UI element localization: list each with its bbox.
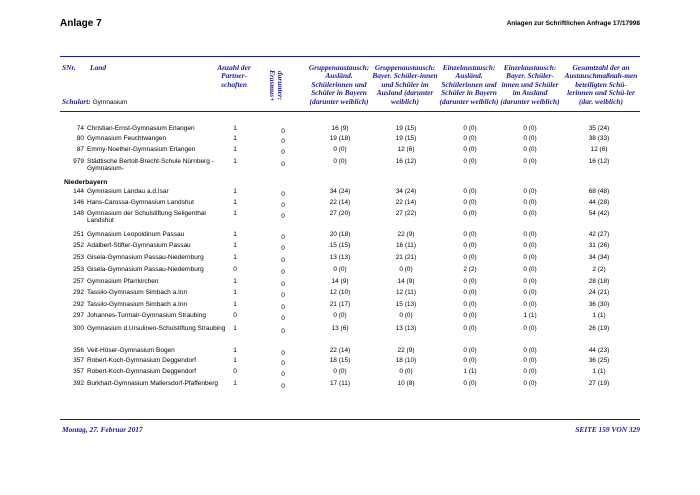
cell-individual-bavarian: 0 (0) <box>523 125 537 132</box>
cell-erasmus: 0 <box>281 191 285 198</box>
col-individual-foreign-header: Einzelaustausch: Ausländ. Schülerinnen und Schüler in Bayern (darunter weiblich) <box>439 63 499 106</box>
cell-school-name: Robert-Koch-Gymnasium Deggendorf <box>87 357 197 364</box>
col-total-header: Gesamtzahl der an Austauschmaßnah-men beteiligten Schü-lerinnen und Schü-ler (dar. weiblich) <box>564 63 638 106</box>
cell-group-foreign: 0 (0) <box>333 146 347 153</box>
col-erasmus-header: darunter: Erasmus+ <box>268 70 285 102</box>
cell-group-bavarian: 18 (10) <box>395 357 417 364</box>
cell-school-name: Robert-Koch-Gymnasium Deggendorf <box>87 368 197 375</box>
col-group-bavarian-header: Gruppenaustausch: Bayer. Schüler-innen und Schüler im Ausland (darunter weiblich) <box>372 63 438 106</box>
cell-school-number: 252 <box>73 242 84 249</box>
cell-erasmus: 0 <box>281 234 285 241</box>
cell-erasmus: 0 <box>281 360 285 367</box>
cell-group-foreign: 21 (17) <box>329 301 351 308</box>
cell-erasmus: 0 <box>281 138 285 145</box>
cell-school-name: Christian-Ernst-Gymnasium Erlangen <box>87 125 195 132</box>
cell-partnerships: 1 <box>233 135 237 142</box>
annex-label: Anlage 7 <box>60 18 102 29</box>
cell-group-foreign: 0 (0) <box>333 368 347 375</box>
col-partner-header: Anzahl der Partner-schaften <box>217 63 251 89</box>
cell-individual-foreign: 0 (0) <box>463 135 477 142</box>
cell-partnerships: 1 <box>233 210 237 217</box>
cell-group-bavarian: 27 (22) <box>395 210 417 217</box>
cell-individual-bavarian: 0 (0) <box>523 301 537 308</box>
cell-erasmus: 0 <box>281 328 285 335</box>
cell-school-number: 300 <box>73 325 84 332</box>
cell-erasmus: 0 <box>281 161 285 168</box>
cell-partnerships: 1 <box>233 125 237 132</box>
cell-school-number: 80 <box>76 135 84 142</box>
cell-partnerships: 1 <box>233 158 237 165</box>
cell-group-foreign: 0 (0) <box>333 312 347 319</box>
cell-individual-bavarian: 1 (1) <box>523 312 537 319</box>
cell-individual-foreign: 0 (0) <box>463 188 477 195</box>
cell-school-number: 357 <box>73 357 84 364</box>
cell-partnerships: 1 <box>233 242 237 249</box>
cell-group-bavarian: 22 (9) <box>397 347 415 354</box>
cell-partnerships: 1 <box>233 199 237 206</box>
cell-individual-bavarian: 0 (0) <box>523 325 537 332</box>
cell-school-number: 87 <box>76 146 84 153</box>
cell-total: 12 (6) <box>590 146 608 153</box>
cell-group-bavarian: 34 (24) <box>395 188 417 195</box>
cell-total: 1 (1) <box>592 368 606 375</box>
cell-group-foreign: 19 (18) <box>329 135 351 142</box>
cell-partnerships: 1 <box>233 380 237 387</box>
cell-group-bavarian: 0 (0) <box>399 312 413 319</box>
cell-individual-foreign: 1 (1) <box>463 368 477 375</box>
cell-school-number: 253 <box>73 254 84 261</box>
cell-school-name: Gisela-Gymnasium Passau-Niedernburg <box>87 254 204 261</box>
cell-school-name: Städtische Bertolt-Brecht-Schule Nürnberg - Gymnasium- <box>87 158 214 173</box>
cell-individual-bavarian: 0 (0) <box>523 357 537 364</box>
cell-group-bavarian: 12 (11) <box>395 289 417 296</box>
cell-individual-foreign: 0 (0) <box>463 125 477 132</box>
cell-school-name: Gymnasium der Schulstiftung Seligenthal Landshut <box>87 210 206 225</box>
cell-individual-bavarian: 0 (0) <box>523 254 537 261</box>
cell-school-name: Emmy-Noether-Gymnasium Erlangen <box>87 146 196 153</box>
cell-erasmus: 0 <box>281 315 285 322</box>
cell-individual-foreign: 2 (2) <box>463 266 477 273</box>
cell-erasmus: 0 <box>281 269 285 276</box>
cell-school-name: Tassilo-Gymnasium Simbach a.Inn <box>87 289 188 296</box>
cell-individual-foreign: 0 (0) <box>463 301 477 308</box>
cell-school-name: Gymnasium Landau a.d.Isar <box>87 188 169 195</box>
cell-school-name: Gisela-Gymnasium Passau-Niedernburg <box>87 266 204 273</box>
cell-total: 16 (12) <box>588 158 610 165</box>
cell-total: 34 (34) <box>588 254 610 261</box>
cell-individual-bavarian: 0 (0) <box>523 242 537 249</box>
cell-erasmus: 0 <box>281 383 285 390</box>
cell-partnerships: 1 <box>233 278 237 285</box>
cell-group-bavarian: 12 (6) <box>397 146 415 153</box>
cell-school-number: 148 <box>73 210 84 217</box>
cell-total: 42 (27) <box>588 231 610 238</box>
cell-group-bavarian: 16 (11) <box>395 242 417 249</box>
cell-school-name: Tassilo-Gymnasium Simbach a.Inn <box>87 301 188 308</box>
cell-individual-bavarian: 0 (0) <box>523 289 537 296</box>
cell-total: 36 (30) <box>588 301 610 308</box>
cell-individual-foreign: 0 (0) <box>463 242 477 249</box>
cell-individual-foreign: 0 (0) <box>463 254 477 261</box>
cell-individual-bavarian: 0 (0) <box>523 368 537 375</box>
cell-group-foreign: 22 (14) <box>329 347 351 354</box>
cell-group-foreign: 20 (18) <box>329 231 351 238</box>
cell-total: 31 (26) <box>588 242 610 249</box>
footer-rule <box>60 419 640 420</box>
cell-individual-bavarian: 0 (0) <box>523 210 537 217</box>
cell-total: 35 (24) <box>588 125 610 132</box>
cell-total: 44 (28) <box>588 199 610 206</box>
region-heading: Niederbayern <box>64 179 108 186</box>
footer-date: Montag, 27. Februar 2017 <box>62 425 143 434</box>
cell-individual-foreign: 0 (0) <box>463 158 477 165</box>
cell-group-foreign: 13 (13) <box>329 254 351 261</box>
cell-partnerships: 1 <box>233 301 237 308</box>
cell-individual-foreign: 0 (0) <box>463 312 477 319</box>
cell-total: 26 (19) <box>588 325 610 332</box>
footer-page-number: SEITE 159 VON 329 <box>575 425 640 434</box>
cell-individual-foreign: 0 (0) <box>463 210 477 217</box>
cell-school-number: 292 <box>73 289 84 296</box>
cell-individual-bavarian: 0 (0) <box>523 380 537 387</box>
cell-school-number: 257 <box>73 278 84 285</box>
cell-total: 1 (1) <box>592 312 606 319</box>
document-reference: Anlagen zur Schriftlichen Anfrage 17/17998 <box>506 20 640 27</box>
cell-group-bavarian: 14 (9) <box>397 278 415 285</box>
cell-group-bavarian: 13 (13) <box>395 325 417 332</box>
cell-group-foreign: 0 (0) <box>333 266 347 273</box>
col-individual-bavarian-header: Einzelaustausch: Bayer. Schüler-innen und Schüler im Ausland (darunter weiblich) <box>500 63 560 106</box>
cell-group-bavarian: 21 (21) <box>395 254 417 261</box>
cell-individual-bavarian: 0 (0) <box>523 266 537 273</box>
cell-school-name: Gymnasium Feuchtwangen <box>87 135 167 142</box>
header-top-rule <box>60 56 640 57</box>
cell-total: 2 (2) <box>592 266 606 273</box>
cell-group-foreign: 22 (14) <box>329 199 351 206</box>
cell-erasmus: 0 <box>281 350 285 357</box>
cell-individual-bavarian: 0 (0) <box>523 158 537 165</box>
cell-total: 24 (21) <box>588 289 610 296</box>
cell-individual-bavarian: 0 (0) <box>523 347 537 354</box>
cell-group-foreign: 16 (9) <box>331 125 349 132</box>
cell-group-foreign: 17 (11) <box>329 380 351 387</box>
cell-school-number: 253 <box>73 266 84 273</box>
col-land-header: Land <box>90 63 107 72</box>
cell-partnerships: 1 <box>233 231 237 238</box>
cell-group-foreign: 0 (0) <box>333 158 347 165</box>
cell-individual-foreign: 0 (0) <box>463 380 477 387</box>
cell-erasmus: 0 <box>281 149 285 156</box>
cell-school-number: 357 <box>73 368 84 375</box>
cell-total: 36 (25) <box>588 357 610 364</box>
cell-total: 28 (18) <box>588 278 610 285</box>
cell-partnerships: 1 <box>233 325 237 332</box>
cell-group-bavarian: 22 (9) <box>397 231 415 238</box>
cell-group-foreign: 12 (10) <box>329 289 351 296</box>
cell-group-foreign: 13 (6) <box>331 325 349 332</box>
cell-erasmus: 0 <box>281 371 285 378</box>
cell-partnerships: 1 <box>233 188 237 195</box>
cell-partnerships: 0 <box>233 312 237 319</box>
cell-school-number: 297 <box>73 312 84 319</box>
cell-individual-bavarian: 0 (0) <box>523 231 537 238</box>
cell-school-name: Gymnasium Leopoldinum Passau <box>87 231 185 238</box>
cell-group-bavarian: 0 (0) <box>399 266 413 273</box>
cell-individual-bavarian: 0 (0) <box>523 278 537 285</box>
cell-individual-foreign: 0 (0) <box>463 289 477 296</box>
cell-school-name: Burkhart-Gymnasium Mallersdorf-Pfaffenberg <box>87 380 219 387</box>
cell-partnerships: 1 <box>233 347 237 354</box>
cell-erasmus: 0 <box>281 128 285 135</box>
cell-individual-bavarian: 0 (0) <box>523 199 537 206</box>
col-group-foreign-header: Gruppenaustausch: Ausländ. Schülerinnen und Schüler in Bayern (darunter weiblich) <box>308 63 370 106</box>
cell-erasmus: 0 <box>281 304 285 311</box>
cell-individual-foreign: 0 (0) <box>463 278 477 285</box>
cell-individual-foreign: 0 (0) <box>463 231 477 238</box>
cell-group-bavarian: 0 (0) <box>399 368 413 375</box>
cell-school-number: 979 <box>73 158 84 165</box>
cell-group-bavarian: 19 (15) <box>395 135 417 142</box>
cell-total: 38 (33) <box>588 135 610 142</box>
cell-partnerships: 0 <box>233 266 237 273</box>
cell-school-number: 146 <box>73 199 84 206</box>
cell-individual-foreign: 0 (0) <box>463 146 477 153</box>
cell-erasmus: 0 <box>281 202 285 209</box>
cell-school-name: Gymnasium Pfarrkirchen <box>87 278 159 285</box>
cell-partnerships: 1 <box>233 254 237 261</box>
cell-erasmus: 0 <box>281 281 285 288</box>
cell-erasmus: 0 <box>281 292 285 299</box>
cell-individual-foreign: 0 (0) <box>463 325 477 332</box>
cell-total: 27 (19) <box>588 380 610 387</box>
cell-school-number: 392 <box>73 380 84 387</box>
cell-partnerships: 1 <box>233 357 237 364</box>
cell-total: 54 (42) <box>588 210 610 217</box>
col-snr-header: SNr. <box>62 63 76 72</box>
cell-group-bavarian: 19 (15) <box>395 125 417 132</box>
school-type <box>62 97 127 106</box>
cell-school-number: 356 <box>73 347 84 354</box>
cell-group-bavarian: 16 (12) <box>395 158 417 165</box>
cell-individual-bavarian: 0 (0) <box>523 146 537 153</box>
cell-individual-bavarian: 0 (0) <box>523 188 537 195</box>
cell-total: 68 (48) <box>588 188 610 195</box>
cell-school-name: Hans-Carossa-Gymnasium Landshut <box>87 199 194 206</box>
cell-group-bavarian: 22 (14) <box>395 199 417 206</box>
cell-school-name: Johannes-Turmair-Gymnasium Straubing <box>87 312 206 319</box>
cell-school-name: Adalbert-Stifter-Gymnasium Passau <box>87 242 191 249</box>
cell-erasmus: 0 <box>281 213 285 220</box>
cell-individual-foreign: 0 (0) <box>463 357 477 364</box>
cell-group-foreign: 15 (15) <box>329 242 351 249</box>
cell-school-number: 74 <box>76 125 84 132</box>
cell-school-name: Veit-Höser-Gymnasium Bogen <box>87 347 175 354</box>
cell-partnerships: 1 <box>233 146 237 153</box>
school-type-value: Gymnasium <box>92 99 128 106</box>
cell-school-number: 292 <box>73 301 84 308</box>
cell-school-number: 251 <box>73 231 84 238</box>
cell-individual-foreign: 0 (0) <box>463 199 477 206</box>
cell-erasmus: 0 <box>281 245 285 252</box>
cell-group-foreign: 27 (20) <box>329 210 351 217</box>
cell-group-bavarian: 10 (8) <box>397 380 415 387</box>
cell-school-number: 144 <box>73 188 84 195</box>
cell-individual-bavarian: 0 (0) <box>523 135 537 142</box>
cell-group-foreign: 18 (15) <box>329 357 351 364</box>
cell-individual-foreign: 0 (0) <box>463 347 477 354</box>
cell-school-name: Gymnasium d.Ursulinen-Schulstiftung Straubing <box>87 325 226 332</box>
cell-group-bavarian: 15 (13) <box>395 301 417 308</box>
cell-group-foreign: 14 (9) <box>331 278 349 285</box>
header-bottom-rule <box>60 111 640 112</box>
cell-total: 44 (23) <box>588 347 610 354</box>
school-type-label: Schulart: <box>62 97 91 106</box>
cell-partnerships: 0 <box>233 368 237 375</box>
cell-partnerships: 1 <box>233 289 237 296</box>
cell-erasmus: 0 <box>281 257 285 264</box>
cell-group-foreign: 34 (24) <box>329 188 351 195</box>
